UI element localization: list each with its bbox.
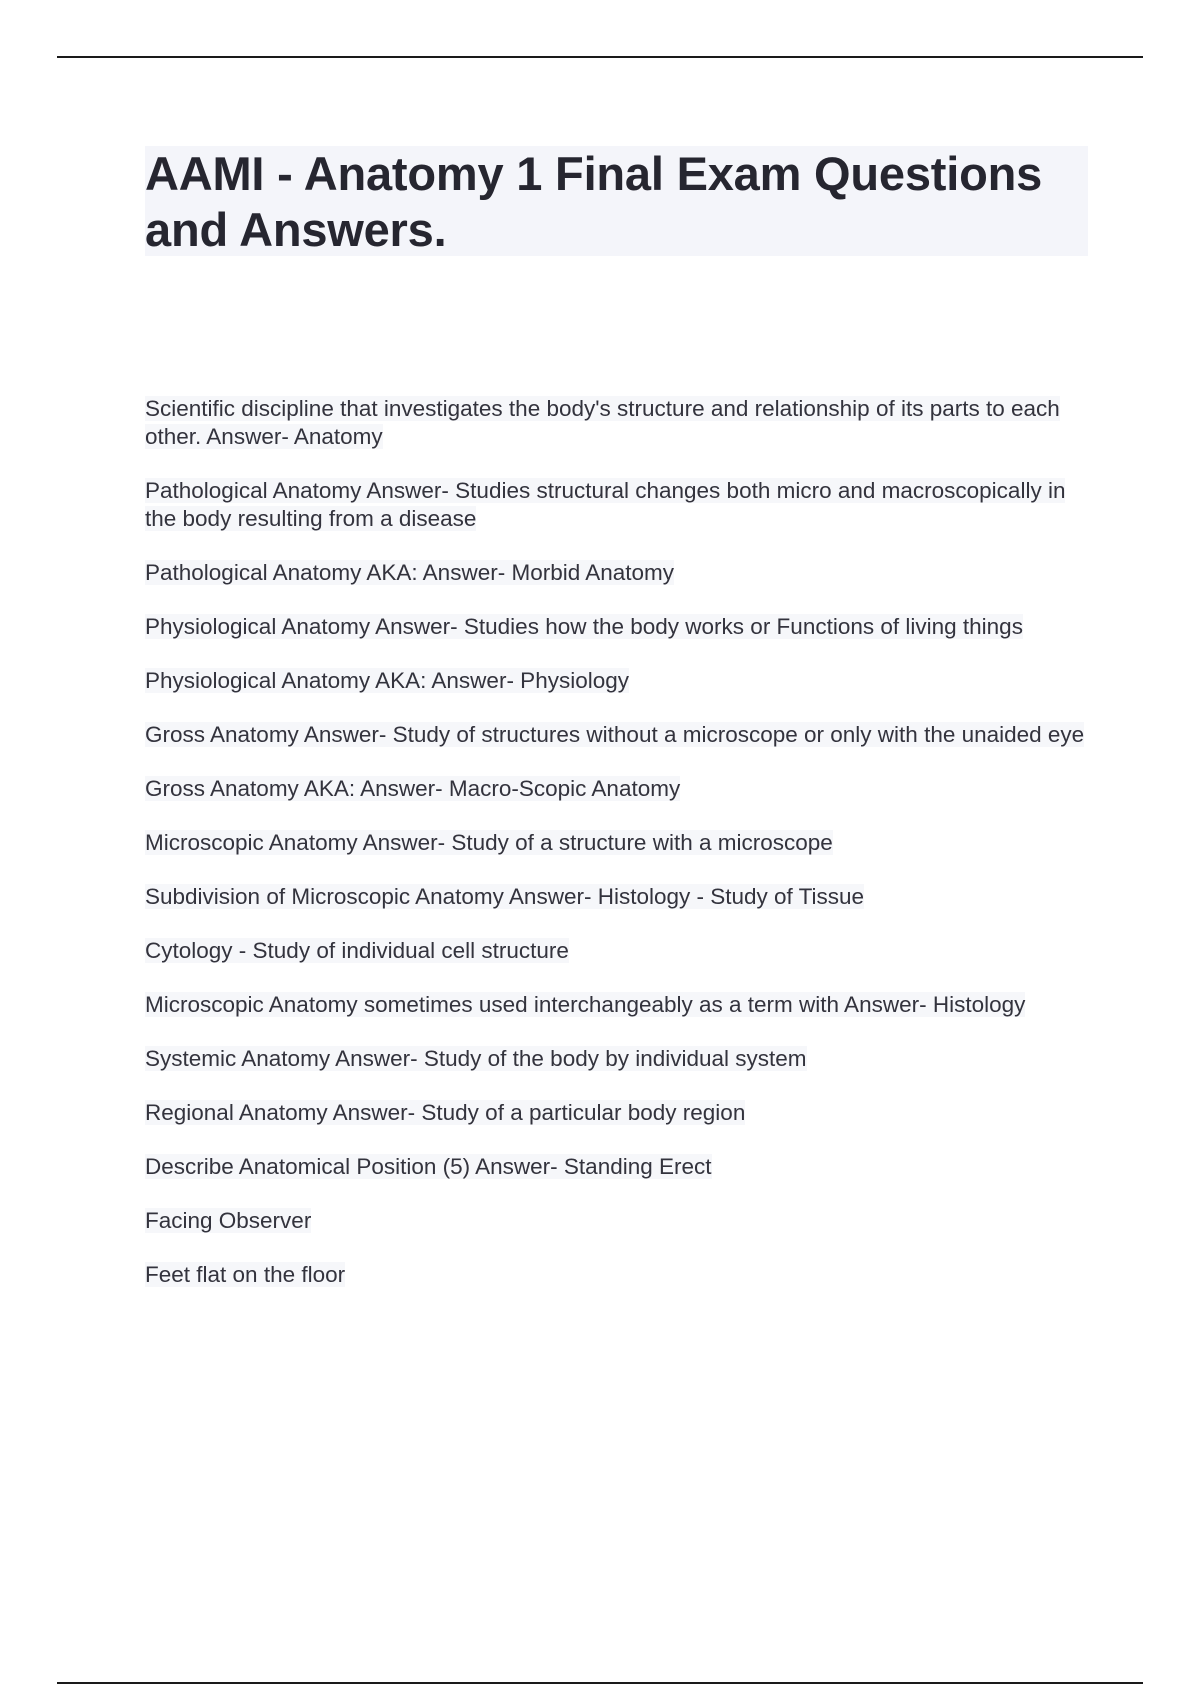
top-divider <box>57 56 1143 58</box>
qa-item: Systemic Anatomy Answer- Study of the body by individual system <box>145 1046 807 1071</box>
qa-item: Subdivision of Microscopic Anatomy Answer- Histology - Study of Tissue <box>145 884 865 909</box>
qa-item: Gross Anatomy Answer- Study of structures without a microscope or only with the unaided eye <box>145 722 1085 747</box>
qa-item: Facing Observer <box>145 1208 312 1233</box>
qa-item: Pathological Anatomy AKA: Answer- Morbid Anatomy <box>145 560 675 585</box>
qa-list <box>145 395 1090 1315</box>
qa-item: Describe Anatomical Position (5) Answer- Standing Erect <box>145 1154 712 1179</box>
qa-item: Physiological Anatomy AKA: Answer- Physiology <box>145 668 629 693</box>
qa-item: Physiological Anatomy Answer- Studies how the body works or Functions of living things <box>145 614 1023 639</box>
title-block <box>145 146 1088 256</box>
qa-item: Gross Anatomy AKA: Answer- Macro-Scopic Anatomy <box>145 776 681 801</box>
qa-item: Feet flat on the floor <box>145 1262 346 1287</box>
qa-item: Microscopic Anatomy sometimes used interchangeably as a term with Answer- Histology <box>145 992 1026 1017</box>
qa-item: Microscopic Anatomy Answer- Study of a structure with a microscope <box>145 830 833 855</box>
qa-item: Pathological Anatomy Answer- Studies structural changes both micro and macroscopically in the body resulting from a disease <box>145 478 1066 531</box>
qa-item: Regional Anatomy Answer- Study of a particular body region <box>145 1100 746 1125</box>
document-title: AAMI - Anatomy 1 Final Exam Questions and Answers. <box>145 147 1043 256</box>
qa-item: Scientific discipline that investigates the body's structure and relationship of its parts to each other. Answer- Anatomy <box>145 396 1060 449</box>
qa-item: Cytology - Study of individual cell structure <box>145 938 569 963</box>
bottom-divider <box>57 1682 1143 1684</box>
